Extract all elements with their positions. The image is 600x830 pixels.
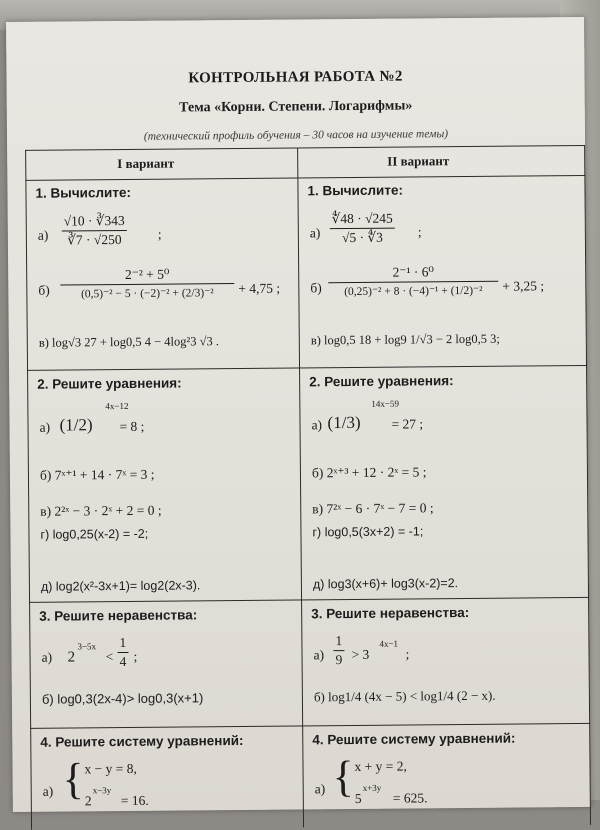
- right-s3-a-rel: > 3: [351, 646, 370, 663]
- system-brace-icon: {: [62, 754, 84, 804]
- right-s1-b-fraction: [328, 264, 498, 298]
- left-s4-line2-exp: x−3y: [92, 785, 112, 796]
- right-s2-a-exp: 14x−59: [371, 398, 399, 409]
- right-s1-b-label: б): [310, 280, 322, 296]
- right-s3-a-exp: 4x−1: [379, 638, 399, 649]
- right-s1-a-num: ∜48 · √245: [331, 210, 393, 227]
- left-s4-title: 4. Решите систему уравнений:: [40, 732, 244, 750]
- left-s3-a-fraction: [117, 635, 128, 670]
- paper-sheet: [6, 17, 591, 812]
- left-s3-title: 3. Решите неравенства:: [39, 607, 198, 624]
- left-s3-a-rel: <: [105, 649, 114, 665]
- right-s3-a-den: 9: [335, 652, 343, 668]
- left-s1-v: в) log√3 27 + log0,5 4 − 4log²3 √3 .: [38, 334, 220, 350]
- left-s1-a-num: √10 · ∛343: [63, 212, 125, 229]
- left-s1-a-fraction: [62, 213, 127, 249]
- left-s1-b-label: б): [38, 282, 50, 298]
- table-line: [27, 365, 587, 371]
- right-s1-a-label: а): [309, 225, 321, 241]
- right-s1-b-end: + 3,25 ;: [502, 278, 545, 294]
- left-s4-line1: x − y = 8,: [84, 760, 137, 777]
- right-s2-a-label: а): [311, 417, 323, 433]
- right-s1-b-den: (0,25)⁻² + 8 · (−4)⁻¹ + (1/2)⁻²: [344, 284, 483, 299]
- left-s1-b-num: 2⁻² + 5⁰: [124, 266, 170, 282]
- left-s2-a-end: = 8 ;: [119, 418, 145, 435]
- left-s4-line2-end: = 16.: [120, 792, 149, 809]
- left-s1-a-end: ;: [157, 226, 162, 242]
- right-s3-title: 3. Решите неравенства:: [311, 604, 470, 622]
- left-s3-a-base: 2: [67, 649, 76, 666]
- right-s2-a-body: (1/3): [327, 412, 361, 433]
- right-s4-a-label: а): [314, 781, 326, 797]
- right-s4-line2-end: = 625.: [392, 790, 428, 806]
- left-s4-line2-base: 2: [84, 793, 92, 809]
- table-line: [25, 175, 585, 181]
- right-s1-v: в) log0,5 18 + log9 1/√3 − 2 log0,5 3;: [310, 331, 500, 348]
- fraction-bar: [118, 652, 129, 653]
- left-s2-g: г) log0,25(x-2) = -2;: [40, 526, 149, 542]
- right-s4-title: 4. Решите систему уравнений:: [312, 730, 516, 748]
- right-s1-title: 1. Вычислите:: [307, 182, 403, 199]
- right-s3-a-label: а): [313, 647, 325, 663]
- right-s3-b: б) log1/4 (4x − 5) < log1/4 (2 − x).: [313, 687, 496, 705]
- table-line: [30, 723, 590, 729]
- left-s3-a-label: а): [41, 649, 53, 665]
- table-line: [29, 597, 589, 603]
- left-s1-b-end: + 4,75 ;: [238, 280, 281, 296]
- left-s1-b-fraction: [60, 266, 234, 301]
- right-s2-d: д) log3(x+6)+ log3(x-2)=2.: [312, 576, 459, 592]
- right-s1-a-end: ;: [417, 224, 422, 240]
- left-s3-a-exp: 3−5x: [77, 641, 97, 652]
- right-s2-b: б) 2ˣ⁺³ + 12 · 2ˣ = 5 ;: [311, 464, 427, 481]
- left-s4-a-label: а): [42, 783, 54, 799]
- table-line: [25, 150, 32, 830]
- left-s1-title: 1. Вычислите:: [35, 184, 131, 201]
- right-s3-a-fraction: [333, 633, 344, 668]
- variants-table: [25, 145, 591, 822]
- left-s1-a-label: а): [37, 227, 49, 243]
- left-s2-v: в) 2²ˣ − 3 · 2ˣ + 2 = 0 ;: [40, 502, 162, 519]
- left-s2-a-body: (1/2): [59, 415, 93, 435]
- left-s3-a-num: 1: [119, 634, 127, 651]
- table-line: [25, 145, 585, 151]
- right-s4-line2-base: 5: [354, 790, 362, 806]
- fraction-bar: [333, 650, 344, 651]
- left-s3-a-den: 4: [119, 653, 127, 670]
- column-header-left: I вариант: [117, 155, 175, 172]
- left-s2-d: д) log2(x²-3x+1)= log2(2x-3).: [40, 578, 201, 594]
- document-topic: Тема «Корни. Степени. Логарифмы»: [179, 98, 413, 116]
- right-s1-a-den: √5 · ∜3: [341, 229, 383, 246]
- right-s2-v: в) 7²ˣ − 6 · 7ˣ − 7 = 0 ;: [312, 500, 434, 517]
- right-s3-a-num: 1: [335, 633, 343, 649]
- right-s3-a-end: ;: [405, 646, 410, 662]
- left-s3-b: б) log0,3(2x-4)> log0,3(x+1): [41, 690, 204, 707]
- right-s2-a-end: = 27 ;: [391, 416, 424, 432]
- right-s1-a-fraction: [330, 211, 395, 247]
- left-s1-b-den: (0,5)⁻² − 5 · (−2)⁻² + (2/3)⁻²: [80, 287, 214, 301]
- left-s3-a-end: ;: [133, 648, 138, 664]
- right-s4-line2-exp: x+3y: [362, 782, 382, 793]
- left-s2-title: 2. Решите уравнения:: [37, 375, 182, 392]
- left-s2-a-label: а): [39, 419, 51, 435]
- right-s1-b-num: 2⁻¹ · 6⁰: [392, 264, 434, 280]
- left-s1-a-den: ∛7 · √250: [67, 232, 122, 248]
- right-s2-g: г) log0,5(3x+2) = -1;: [312, 524, 424, 540]
- right-s2-title: 2. Решите уравнения:: [309, 373, 454, 390]
- column-header-right: II вариант: [387, 153, 450, 169]
- left-s2-a-exp: 4x−12: [105, 400, 129, 412]
- system-brace-icon: {: [332, 751, 354, 802]
- document-title: КОНТРОЛЬНАЯ РАБОТА №2: [188, 68, 403, 87]
- left-s2-b: б) 7ˣ⁺¹ + 14 · 7ˣ = 3 ;: [39, 466, 155, 483]
- right-s4-line1: x + y = 2,: [354, 758, 407, 774]
- document-note: (технический профиль обучения – 30 часов на изучение темы): [143, 128, 449, 143]
